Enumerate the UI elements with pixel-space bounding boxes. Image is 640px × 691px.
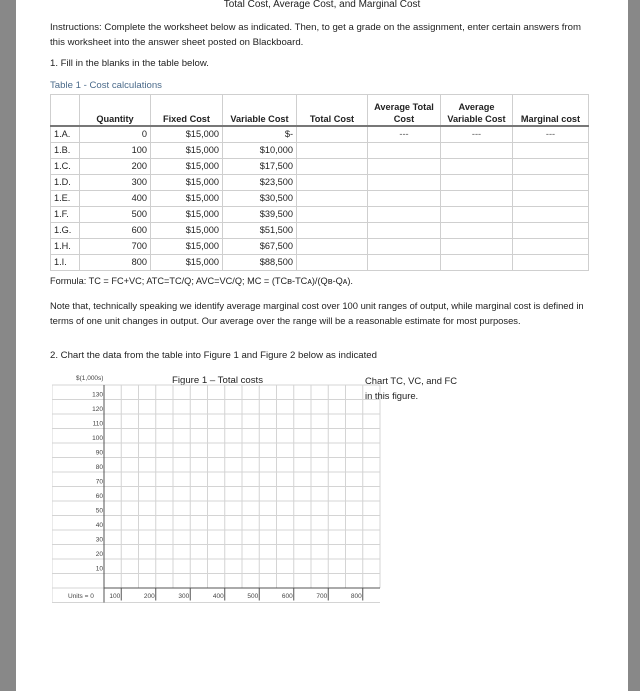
cell-variable: $67,500 bbox=[223, 239, 297, 255]
cell-quantity: 700 bbox=[80, 239, 151, 255]
table-row bbox=[51, 255, 589, 271]
row-label: 1.A. bbox=[51, 126, 80, 143]
chart-title: Figure 1 – Total costs bbox=[172, 375, 264, 386]
blank-cell-avc[interactable] bbox=[441, 159, 513, 175]
blank-cell-avc[interactable] bbox=[441, 207, 513, 223]
blank-cell-atc[interactable] bbox=[368, 191, 441, 207]
blank-cell-atc[interactable] bbox=[368, 255, 441, 271]
row-label: 1.F. bbox=[51, 207, 80, 223]
cell-quantity: 800 bbox=[80, 255, 151, 271]
blank-cell-avc[interactable] bbox=[441, 143, 513, 159]
blank-cell-total[interactable] bbox=[297, 175, 368, 191]
blank-cell-mc[interactable] bbox=[513, 207, 589, 223]
cell-quantity: 600 bbox=[80, 223, 151, 239]
column-header: Variable Cost bbox=[223, 95, 297, 127]
x-tick-label: 800 bbox=[350, 593, 362, 600]
x-tick-label: 700 bbox=[316, 593, 328, 600]
x-tick-label: 200 bbox=[143, 593, 155, 600]
cell-quantity: 500 bbox=[80, 207, 151, 223]
y-tick-label: 30 bbox=[95, 536, 103, 544]
column-header: Marginal cost bbox=[513, 95, 589, 127]
y-tick-label: 40 bbox=[95, 522, 103, 529]
blank-cell-mc[interactable] bbox=[513, 239, 589, 255]
cell-variable: $10,000 bbox=[223, 143, 297, 159]
blank-cell-mc[interactable] bbox=[513, 175, 589, 191]
worksheet-page bbox=[16, 0, 628, 691]
cell-variable: $51,500 bbox=[223, 223, 297, 239]
y-tick-label: 120 bbox=[92, 406, 103, 413]
y-tick-label: 20 bbox=[95, 551, 103, 558]
blank-cell-mc[interactable] bbox=[513, 159, 589, 175]
blank-cell-mc[interactable] bbox=[513, 255, 589, 271]
blank-cell-atc[interactable] bbox=[368, 175, 441, 191]
figure-1-chart bbox=[52, 372, 382, 604]
blank-cell-total[interactable] bbox=[297, 143, 368, 159]
blank-cell-total[interactable] bbox=[297, 159, 368, 175]
blank-cell-atc[interactable] bbox=[368, 159, 441, 175]
table-row bbox=[51, 239, 589, 255]
x-tick-label: 300 bbox=[178, 593, 190, 600]
figure-1-svg bbox=[52, 372, 382, 604]
table-header-row bbox=[51, 95, 589, 127]
x-tick-label: 100 bbox=[109, 593, 121, 600]
blank-cell-avc[interactable] bbox=[441, 239, 513, 255]
blank-cell-mc[interactable] bbox=[513, 143, 589, 159]
row-label: 1.G. bbox=[51, 223, 80, 239]
cell-fixed: $15,000 bbox=[151, 239, 223, 255]
blank-cell-avc[interactable] bbox=[441, 223, 513, 239]
table-row bbox=[51, 175, 589, 191]
cell-fixed: $15,000 bbox=[151, 175, 223, 191]
cell-fixed: $15,000 bbox=[151, 143, 223, 159]
cell-variable: $17,500 bbox=[223, 159, 297, 175]
column-header: Quantity bbox=[80, 95, 151, 127]
cell-variable: $39,500 bbox=[223, 207, 297, 223]
table-row bbox=[51, 126, 589, 143]
cell-variable: $88,500 bbox=[223, 255, 297, 271]
table-row bbox=[51, 207, 589, 223]
y-tick-label: 10 bbox=[95, 565, 103, 573]
cell-quantity: 300 bbox=[80, 175, 151, 191]
row-label: 1.I. bbox=[51, 255, 80, 271]
blank-cell-atc[interactable] bbox=[368, 239, 441, 255]
x-tick-label: 400 bbox=[212, 593, 224, 600]
chart-instruction bbox=[365, 373, 457, 403]
cost-table bbox=[50, 94, 589, 271]
cell-quantity: 200 bbox=[80, 159, 151, 175]
y-tick-label: 130 bbox=[92, 391, 103, 399]
cell-fixed: $15,000 bbox=[151, 207, 223, 223]
blank-cell-total[interactable] bbox=[297, 239, 368, 255]
y-axis-label: $(1,000s) bbox=[76, 375, 104, 382]
cell-fixed: $15,000 bbox=[151, 255, 223, 271]
row-label: 1.C. bbox=[51, 159, 80, 175]
table-row bbox=[51, 143, 589, 159]
blank-cell-total[interactable] bbox=[297, 126, 368, 143]
note-paragraph: Note that, technically speaking we identify average marginal cost over 100 unit ranges of output, while marginal cost is defined in terms of one unit changes in output. Our average over the range will be a reasonable estimate for most purposes. bbox=[50, 300, 584, 326]
blank-cell-atc[interactable] bbox=[368, 207, 441, 223]
blank-cell-avc[interactable]: --- bbox=[441, 126, 513, 143]
y-tick-label: 80 bbox=[95, 464, 103, 471]
row-label: 1.D. bbox=[51, 175, 80, 191]
column-header: Average Variable Cost bbox=[441, 95, 513, 127]
blank-cell-mc[interactable]: --- bbox=[513, 126, 589, 143]
question-2: 2. Chart the data from the table into Figure 1 and Figure 2 below as indicated bbox=[50, 350, 377, 361]
row-label: 1.H. bbox=[51, 239, 80, 255]
cell-quantity: 400 bbox=[80, 191, 151, 207]
column-header: Average Total Cost bbox=[368, 95, 441, 127]
blank-cell-avc[interactable] bbox=[441, 175, 513, 191]
y-tick-label: 60 bbox=[95, 493, 103, 500]
blank-cell-total[interactable] bbox=[297, 191, 368, 207]
row-label: 1.B. bbox=[51, 143, 80, 159]
table-row bbox=[51, 191, 589, 207]
column-header: Fixed Cost bbox=[151, 95, 223, 127]
formula: Formula: TC = FC+VC; ATC=TC/Q; AVC=VC/Q; MC = (TCʙ-TCᴀ)/(Qʙ-Qᴀ). bbox=[50, 276, 353, 286]
blank-cell-mc[interactable] bbox=[513, 223, 589, 239]
blank-cell-atc[interactable] bbox=[368, 143, 441, 159]
row-label: 1.E. bbox=[51, 191, 80, 207]
blank-cell-total[interactable] bbox=[297, 255, 368, 271]
blank-cell-atc[interactable]: --- bbox=[368, 126, 441, 143]
y-tick-label: 50 bbox=[95, 507, 103, 515]
y-tick-label: 110 bbox=[92, 420, 103, 428]
blank-cell-avc[interactable] bbox=[441, 255, 513, 271]
cell-quantity: 0 bbox=[80, 126, 151, 143]
column-header: Total Cost bbox=[297, 95, 368, 127]
cell-fixed: $15,000 bbox=[151, 223, 223, 239]
table-caption: Table 1 - Cost calculations bbox=[50, 80, 162, 91]
y-tick-label: 70 bbox=[95, 478, 103, 486]
cell-variable: $- bbox=[223, 126, 297, 143]
chart-instruction-line-1: Chart TC, VC, and FC bbox=[365, 375, 458, 386]
x-tick-label: 600 bbox=[281, 593, 293, 600]
cell-variable: $23,500 bbox=[223, 175, 297, 191]
cell-fixed: $15,000 bbox=[151, 191, 223, 207]
blank-cell-atc[interactable] bbox=[368, 223, 441, 239]
blank-cell-mc[interactable] bbox=[513, 191, 589, 207]
document-title: Total Cost, Average Cost, and Marginal Cost bbox=[223, 0, 421, 10]
cell-fixed: $15,000 bbox=[151, 126, 223, 143]
table-row bbox=[51, 223, 589, 239]
cell-quantity: 100 bbox=[80, 143, 151, 159]
chart-instruction-line-2: in this figure. bbox=[365, 390, 419, 401]
x-tick-label: 500 bbox=[247, 593, 259, 600]
column-header bbox=[51, 95, 80, 127]
cell-fixed: $15,000 bbox=[151, 159, 223, 175]
cell-variable: $30,500 bbox=[223, 191, 297, 207]
table-row bbox=[51, 159, 589, 175]
question-1: 1. Fill in the blanks in the table below. bbox=[50, 58, 209, 69]
y-tick-label: 90 bbox=[95, 449, 103, 457]
instructions: Instructions: Complete the worksheet below as indicated. Then, to get a grade on the assignment, enter certain answers from this worksheet into the answer sheet posted on Blackboard. bbox=[50, 22, 581, 48]
blank-cell-total[interactable] bbox=[297, 223, 368, 239]
blank-cell-avc[interactable] bbox=[441, 191, 513, 207]
blank-cell-total[interactable] bbox=[297, 207, 368, 223]
y-tick-label: 100 bbox=[92, 435, 103, 442]
x-axis-label: Units = 0 bbox=[68, 593, 94, 600]
